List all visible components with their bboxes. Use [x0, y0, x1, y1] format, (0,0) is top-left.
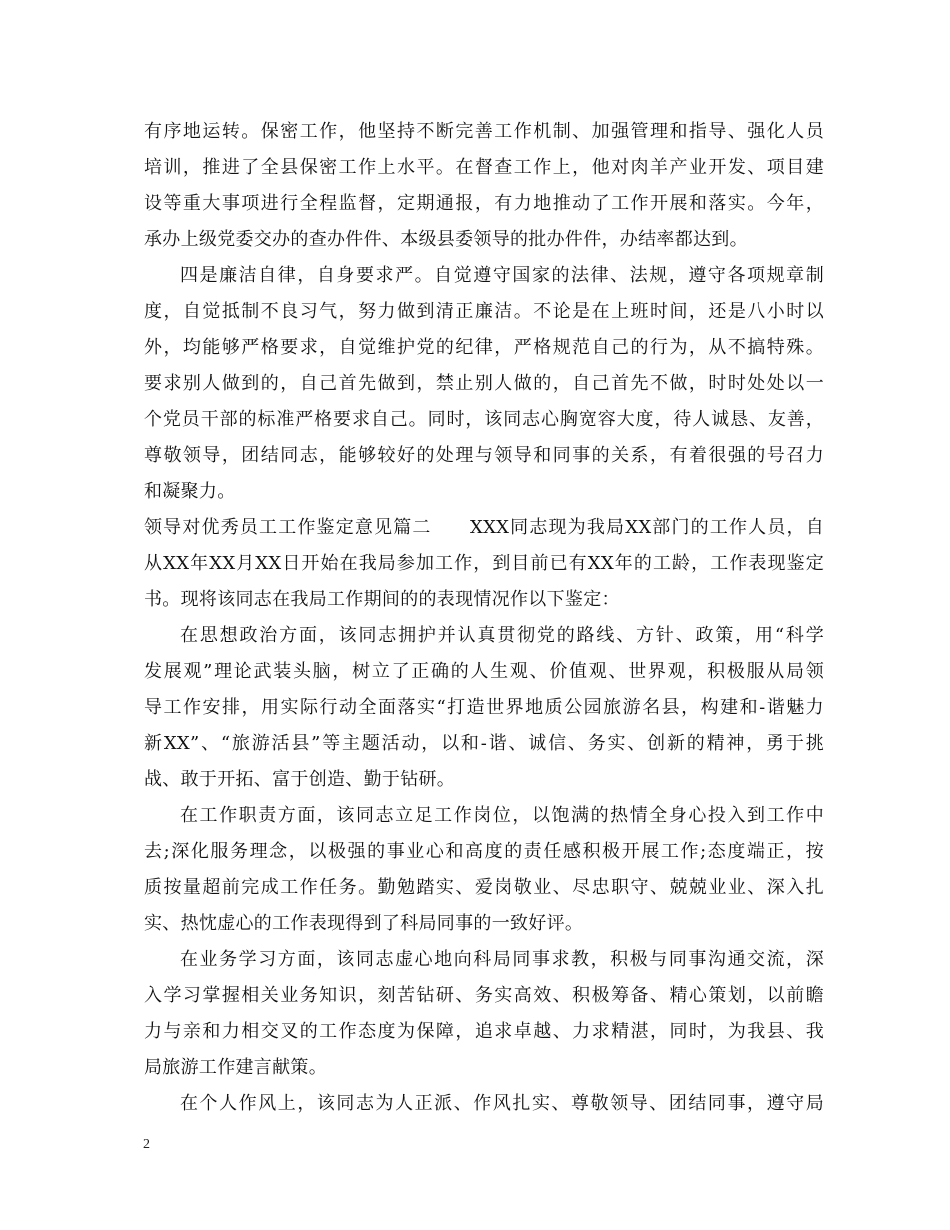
text-line: 在思想政治方面，该同志拥护并认真贯彻党的路线、方针、政策，用“科学 [180, 625, 824, 646]
text-line: 度，自觉抵制不良习气，努力做到清正廉洁。不论是在上班时间，还是八小时以 [144, 301, 824, 322]
text-line: 力与亲和力相交叉的工作态度为保障，追求卓越、力求精湛，同时，为我县、我 [144, 1021, 824, 1042]
text-line: 局旅游工作建言献策。 [144, 1057, 327, 1078]
text-line: 承办上级党委交办的查办件件、本级县委领导的批办件件，办结率都达到。 [144, 229, 748, 250]
section-heading-line: 领导对优秀员工工作鉴定意见篇二 XXX同志现为我局XX部门的工作人员，自 [144, 517, 824, 538]
text-line: 入学习掌握相关业务知识，刻苦钻研、务实高效、积极筹备、精心策划，以前瞻 [144, 985, 824, 1006]
text-line: 外，均能够严格要求，自觉维护党的纪律，严格规范自己的行为，从不搞特殊。 [144, 337, 824, 358]
text-line: 尊敬领导，团结同志，能够较好的处理与领导和同事的关系，有着很强的号召力 [144, 445, 824, 466]
text-line: 培训，推进了全县保密工作上水平。在督查工作上，他对肉羊产业开发、项目建 [144, 157, 824, 178]
text-line: 导工作安排，用实际行动全面落实“打造世界地质公园旅游名县，构建和-谐魅力 [144, 697, 824, 718]
text-line: 有序地运转。保密工作，他坚持不断完善工作机制、加强管理和指导、强化人员 [144, 121, 824, 142]
text-line: 四是廉洁自律，自身要求严。自觉遵守国家的法律、法规，遵守各项规章制 [180, 265, 824, 286]
text-line: 书。现将该同志在我局工作期间的的表现情况作以下鉴定： [144, 589, 620, 610]
text-line: 个党员干部的标准严格要求自己。同时，该同志心胸宽容大度，待人诚恳、友善， [144, 409, 824, 430]
text-line: 战、敢于开拓、富于创造、勤于钻研。 [144, 769, 456, 790]
text-line: 在工作职责方面，该同志立足工作岗位，以饱满的热情全身心投入到工作中 [180, 805, 824, 826]
text-line: 从XX年XX月XX日开始在我局参加工作，到目前已有XX年的工龄，工作表现鉴定 [144, 553, 824, 574]
text-line: 要求别人做到的，自己首先做到，禁止别人做的，自己首先不做，时时处处以一 [144, 373, 824, 394]
text-line: 设等重大事项进行全程监督，定期通报，有力地推动了工作开展和落实。今年， [144, 193, 824, 214]
text-line: 在个人作风上，该同志为人正派、作风扎实、尊敬领导、团结同事，遵守局 [180, 1093, 824, 1114]
text-line: 新XX”、“旅游活县”等主题活动，以和-谐、诚信、务实、创新的精神，勇于挑 [144, 733, 824, 754]
text-line: 和凝聚力。 [144, 481, 236, 502]
text-line: 发展观”理论武装头脑，树立了正确的人生观、价值观、世界观，积极服从局领 [144, 661, 824, 682]
text-line: 在业务学习方面，该同志虚心地向科局同事求教，积极与同事沟通交流，深 [180, 949, 824, 970]
text-line: 去;深化服务理念，以极强的事业心和高度的责任感积极开展工作;态度端正，按 [144, 841, 824, 862]
text-line: 实、热忱虚心的工作表现得到了科局同事的一致好评。 [144, 913, 584, 934]
text-line: 质按量超前完成工作任务。勤勉踏实、爱岗敬业、尽忠职守、兢兢业业、深入扎 [144, 877, 824, 898]
page-number: 2 [143, 1137, 150, 1152]
